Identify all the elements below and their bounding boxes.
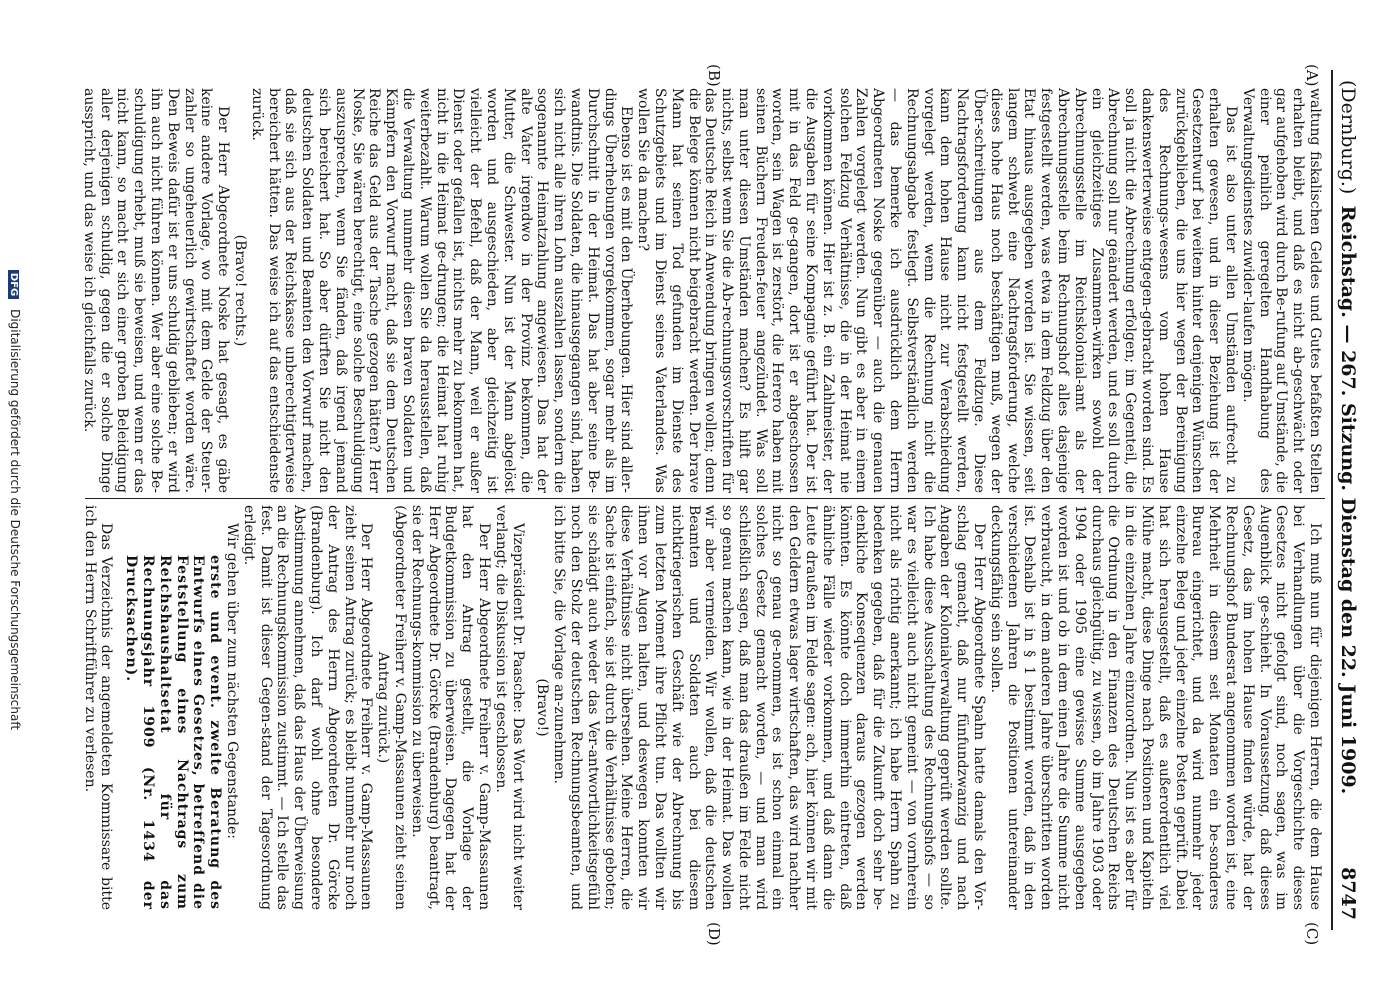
paragraph: Vizepräsident Dr. Paasche: Das Wort wird nicht weiter verlangt; die Diskussion ist geschlossen. xyxy=(492,505,526,910)
paragraph: Das ist also unter allen Umständen aufrecht zu erhalten gewesen, und in dieser Beziehung ist der Gesetzentwurf bei weitem hinter denjenigen Wünschen zurückgeblieben, die uns hier wegen der Bereinigung des Rechnungs-wesens vom hohen Hause dankenswerterweise entgegen-gebracht worden sind. Es soll ja nicht die Abrechnung erfolgen; im Gegenteil, die Abrechnung soll nur geändert werden, und es soll durch ein gleichzeitiges Zusammen-wirken sowohl der Abrechnungsstelle im Reichskolonial-amt als der Abrechnungsstelle beim Rechnungshof alles dasjenige festgestellt werden, was etwa in dem Feldzug über den Etat hinaus ausgegeben worden ist. Sie wissen, seit langem schwebt eine Nachtragsforderung, welche dieses hohe Haus noch beschäftigen muß, wegen der Über-schreitungen aus dem Feldzuge. Diese Nachtragsforderung kann nicht festgestellt werden, kann dem hohen Hause nicht zur Verabschiedung vorgelegt werden, wenn die Rechnung nicht die Rechnungsabgabe festlegt. Selbstverständlich werden — das bemerke ich ausdrücklich dem Herrn Abgeordneten Noske gegenüber — auch die genauen Zahlen vorgelegt werden. Nun gibt es aber in einem solchen Feldzug Verhältnisse, die in der Heimat nie vorkommen können. Hier ist z. B. ein Zahlmeister, der die Ausgaben für seine Kompagnie geführt hat. Der ist mit in das Feld ge-gangen, dort ist er abgeschossen worden, sein Wagen ist zerstört, die Herero haben mit seinen Büchern Freuden-feuer angezündet. Was soll man unter diesen Umständen machen? Es hilft gar nichts, selbst wenn Sie die Ab-rechnungsvorschriften für das Deutsche Reich in Anwendung bringen wollen; denn die Belege können nicht beigebracht werden. Der brave Mann hat seinen Tod gefunden im Dienste des Schutzgebiets und im Dienst seines Vaterlandes. Was wollen Sie da machen? xyxy=(635,88,1240,493)
paragraph: Ich muß nun für diejenigen Herren, die dem Hause bei Verhandlungen über die Vorgeschichte dieses Gesetzes nicht gefolgt sind, noch sagen, was im Augenblick ge-schieht. In Voraussetzung, daß dieses Gesetz, das im hohen Hause finden würde, hat der Rechnungshof Bundesrat angenommen worden ist, eine Mehrheit in diesem seit Monaten ein be-sonderes Bureau eingerichtet, und da wird nunmehr jeder einzelne Beleg und jeder einzelne Posten geprüft. Dabei hat sich herausgestellt, daß es außerordentlich viel Mühe macht, diese Dinge nach Positionen und Kapiteln in die einzelnen Jahre einzuordnen. Nun ist es aber für die Ordnung in den Finanzen des Deutschen Reichs durchaus gleichgültig, zu wissen, ob im Jahre 1903 oder 1904 oder 1905 eine gewisse Summe ausgegeben worden ist und ob in dem einen Jahre die Summe nicht verbraucht, in dem anderen Jahre überschritten worden ist. Deshalb ist in § 1 bestimmt worden, daß in den verschiedenen Jahren die Positionen untereinander deckungsfähig sein sollen. xyxy=(987,505,1323,910)
left-column xyxy=(80,88,1323,493)
paragraph: Der Herr Abgeordnete Freiherr v. Gamp-Massaunen zieht seinen Antrag zurück; es bleibt nunmehr nur noch der Antrag des Herrn Abgeordneten Dr. Görcke (Brandenburg). Ich darf wohl ohne besondere Abstimmung annehmen, daß das Haus der Überweisung an die Rechnungskommission zustimmt. — Ich stelle das fest. Damit ist dieser Gegen-stand der Tagesordnung erledigt. xyxy=(240,505,375,910)
dfg-logo: DFG xyxy=(8,270,19,299)
paragraph: Wir gehen über zum nächsten Gegenstande: xyxy=(224,523,240,839)
paragraph: Ebenso ist es mit den Überhebungen. Hier sind aller-dings Überhebungen vorgekommen, sogar mehr als im Durchschnitt in der Heimat. Das hat aber seine Be-wandtnis. Die Soldaten, die hinausgegangen sind, haben sich nicht alle ihren Lohn auszahlen lassen, sondern die sogenannte Heimatzahlung angewiesen. Das hat der alte Vater irgendwo in der Provinz bekommen, die Mutter, die Schwester. Nun ist der Mann abgelöst worden und ausgeschieden, aber gleichzeitig ist vielleicht der Befehl, daß der Mann, weil er außer Dienst oder gefallen ist, nichts mehr zu bekommen hat, nicht in die Heimat ge-drungen; die Heimat hat ruhig weiterbezahlt. Warum wollen Sie da herausstellen, daß die Verwaltung nunmehr diesen braven Soldaten und Kämpfern den Vorwurf macht, daß sie dem Deutschen Reiche das Geld aus der Tasche gezogen hätten? Herr Noske, Sie wären berechtigt, eine solche Beschuldigung auszusprechen, wenn Sie fänden, daß irgend jemand sich bereichert hat. So aber dürften Sie nicht den deutschen Soldaten und Beamten den Vorwurf machen, daß sie sich aus der Reichskasse unberechtigterweise bereichert hätten. Das weise ich auf das entschiedenste zurück. xyxy=(248,88,635,493)
header-title: Reichstag. — 267. Sitzung. Dienstag den 22. Juni 1909. xyxy=(1337,205,1359,795)
interjection: (Bravo!) xyxy=(534,678,551,737)
interjection: (Bravo! rechts.) xyxy=(232,234,248,347)
margin-marker-b: (B) xyxy=(705,64,723,87)
column-divider xyxy=(85,498,1325,499)
interjection: (Abgeordneter Freiherr v. Gamp-Massaunen zieht seinen Antrag zurück.) xyxy=(375,505,408,910)
agenda-item: erste und event. zweite Beratung des Entwurfs eines Gesetzes, betreffend die Feststellung eines Nachtrags zum Reichshaushaltsetat für das Rechnungsjahr 1909 (Nr. 1434 der Drucksachen). xyxy=(123,555,224,910)
speaker-name: (Dernburg.) xyxy=(1337,80,1359,195)
right-column xyxy=(81,505,1323,910)
digitization-credit xyxy=(8,0,22,1000)
paragraph: Der Herr Abgeordnete Spahn hatte damals den Vor-schlag gemacht, daß nur fünfundzwanzig und nach Angaben der Kolonialverwaltung geprüft werden sollte. Ich habe diese Ausschaltung des Rechnungshofs — so war es vielleicht auch nicht gemeint — von vornherein nicht als richtig anerkannt; ich habe Herrn Spahn zu bedenken gegeben, daß für die Zukunft doch sehr be-denkliche Konsequenzen daraus gezogen werden könnten. Es könnte doch immerhin eintreten, daß ähnliche Fälle wieder vorkommen, und daß dann die Leute draußen im Felde sagen: ach, hier können wir mit den Geldern etwas lager wirtschaften, das wird nachher nicht so genau ge-nommen, es ist schon einmal ein solches Gesetz gemacht worden, — und man wird schließlich sagen, daß man das draußen im Felde nicht so genau machen kann, wie in der Heimat. Das wollen wir aber vermeiden. Wir wollen, daß die deutschen Beamten und Soldaten auch bei diesem nichtkriegerischen Geschäft wie der Abrechnung bis zum letzten Moment ihre Pflicht tun. Das wollten wir ihnen vor Augen halten, und deswegen konnten wir diese Verhältnisse nicht übersehen. Meine Herren, die Sache ist einfach, sie ist durch die Verhältnisse geboten; sie schädigt auch weder das Ver-antwortlichkeitsgefühl noch den Stolz der deutschen Rechnungsbeamten, und ich bitte Sie, die Vorlage an-zunehmen. xyxy=(551,505,988,910)
paragraph: Der Herr Abgeordnete Freiherr v. Gamp-Massaunen hat den Antrag gestellt, die Vorlage der Budgetkommission zu überweisen. Dagegen hat der Herr Abgeordnete Dr. Görcke (Brandenburg) beantragt, sie der Rechnungs-kommission zu überweisen. xyxy=(408,505,492,910)
running-header xyxy=(1331,70,1363,930)
margin-marker-a: (A) xyxy=(1303,64,1321,87)
paragraph: Das Verzeichnis der angemeldeten Kommissare bitte ich den Herrn Schriftführer zu verlesen. xyxy=(81,505,115,910)
margin-marker-c: (C) xyxy=(1303,922,1321,946)
paragraph: waltung fiskalischen Geldes und Gutes befaßten Stellen erhalten bleibt, und daß es nicht ab-geschwächt oder gar aufgehoben wird durch Be-rufung auf Umstände, die einer peinlich geregelten Handhabung des Verwaltungsdienstes zuwider-laufen mögen. xyxy=(1239,88,1323,493)
paragraph: Der Herr Abgeordnete Noske hat gesagt, es gäbe keine andere Vorlage, wo mit dem Gelde der Steuer-zahler so ungeheuerlich gewirtschaftet worden wäre. Den Beweis dafür ist er uns schuldig geblieben; er wird ihn auch nicht führen können. Wer aber eine solche Be-schuldigung erhebt, muß sie beweisen, und wenn er das nicht kann, so macht er sich einer groben Beleidigung aller derjenigen schuldig, gegen die er solche Dinge ausspricht, und das weise ich gleichfalls zurück. xyxy=(80,88,232,493)
margin-marker-d: (D) xyxy=(705,922,723,946)
credit-text: Digitalisierung gefördert durch die Deutsche Forschungsgemeinschaft xyxy=(8,309,22,731)
page-number: 8747 xyxy=(1337,867,1359,920)
